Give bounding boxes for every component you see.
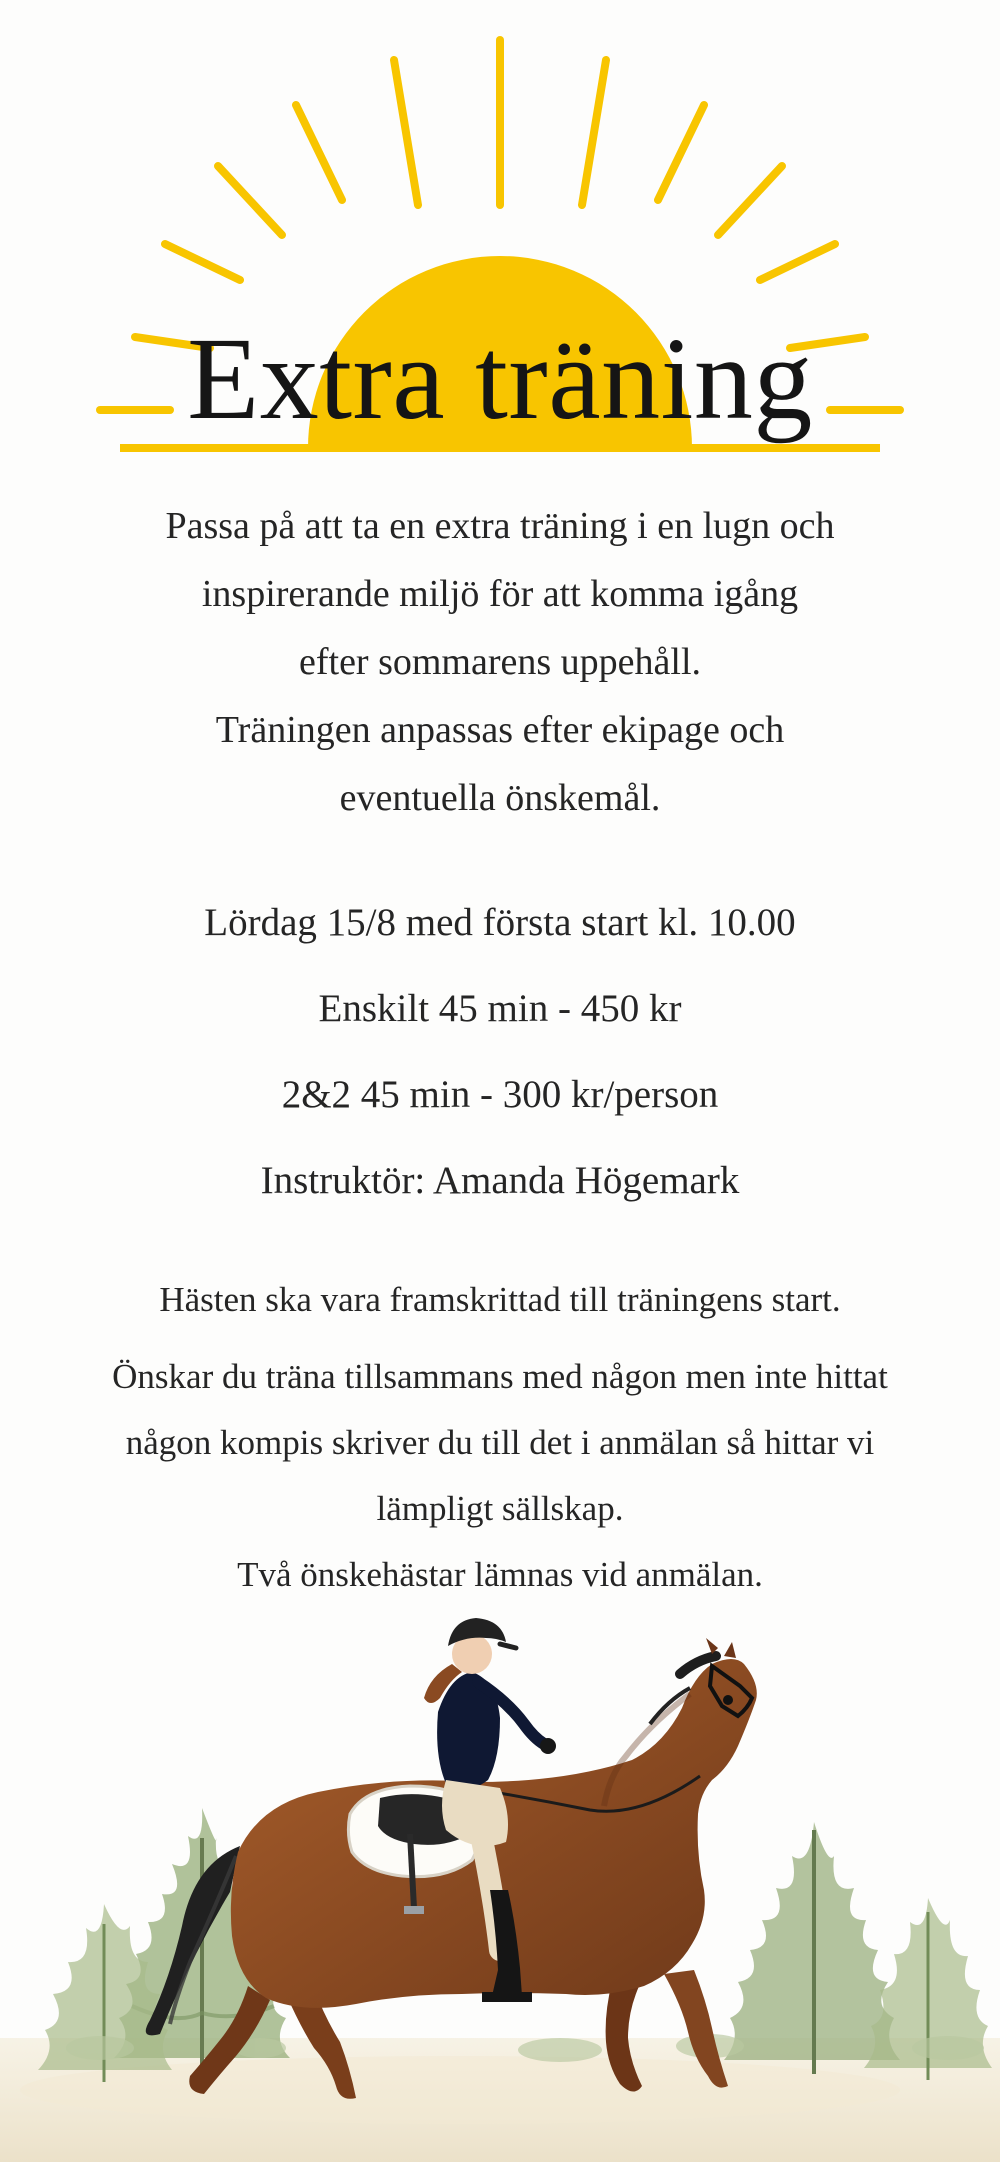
single-price: Enskilt 45 min - 450 kr: [318, 987, 682, 1030]
event-details: [60, 880, 940, 1224]
intro-line: Träningen anpassas efter ekipage och: [215, 709, 785, 751]
intro-text: [60, 492, 940, 832]
intro-line: efter sommarens uppehåll.: [298, 641, 702, 683]
tree-icon: [724, 1822, 900, 2074]
event-date: Lördag 15/8 med första start kl. 10.00: [204, 901, 796, 944]
closing-line: lämpligt sällskap.: [376, 1489, 624, 1528]
intro-line: eventuella önskemål.: [339, 777, 661, 819]
intro-line: inspirerande miljö för att komma igång: [201, 573, 799, 615]
instructor: Instruktör: Amanda Högemark: [260, 1159, 740, 1202]
pair-price: 2&2 45 min - 300 kr/person: [281, 1073, 719, 1116]
warmup-note: Hästen ska vara framskrittad till träningens start.: [159, 1280, 841, 1319]
closing-line: Två önskehästar lämnas vid anmälan.: [237, 1555, 763, 1594]
intro-line: Passa på att ta en extra träning i en lugn och: [165, 505, 835, 547]
extra-info: [40, 1268, 960, 1608]
closing-line: Önskar du träna tillsammans med någon men inte hittat: [112, 1357, 888, 1396]
horse-rider-illustration: [0, 1590, 1000, 2162]
closing-line: någon kompis skriver du till det i anmälan så hittar vi: [125, 1423, 875, 1462]
poster-title: Extra träning: [187, 313, 813, 444]
horse-rider-icon: [146, 1618, 757, 2099]
